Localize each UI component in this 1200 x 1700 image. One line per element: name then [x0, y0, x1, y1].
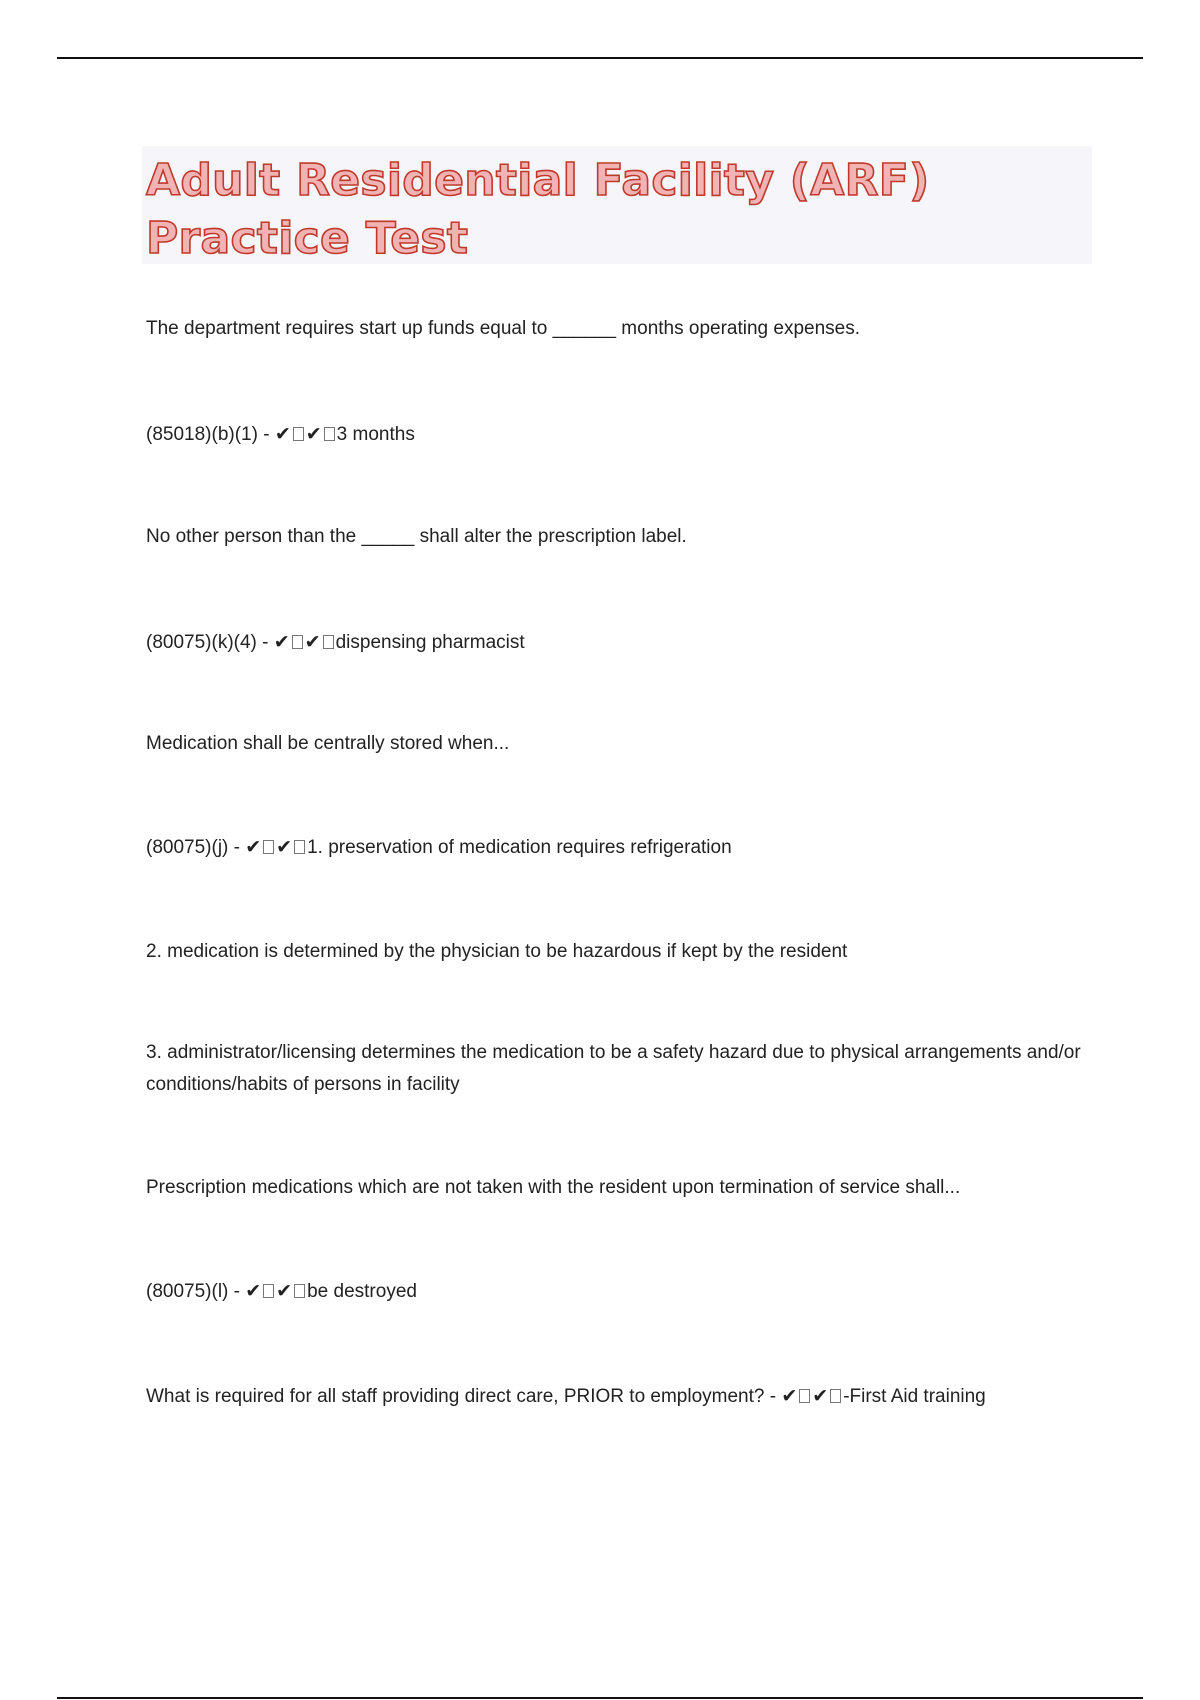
answer-3: [146, 831, 1106, 864]
box-icon: [323, 635, 334, 649]
box-icon: [292, 635, 303, 649]
box-icon: [293, 427, 304, 441]
answer-1: [146, 418, 1106, 451]
question-text: Prescription medications which are not taken with the resident upon termination of service shall...: [146, 1177, 961, 1198]
check-icon: ✔: [274, 423, 291, 445]
answer-ref: (80075)(k)(4) -: [146, 632, 274, 653]
check-icon: ✔: [812, 1385, 829, 1407]
question-text: The department requires start up funds equal to ______ months operating expenses.: [146, 318, 861, 339]
question-text: Medication shall be centrally stored when...: [146, 733, 510, 754]
answer-ref: (80075)(j) -: [146, 837, 246, 858]
check-icon: ✔: [781, 1385, 798, 1407]
check-icon: ✔: [276, 836, 293, 858]
box-icon: [263, 1284, 274, 1298]
question-text: What is required for all staff providing direct care, PRIOR to employment? -: [146, 1386, 782, 1407]
answer-3-item-2: [146, 936, 1106, 968]
check-icon: ✔: [245, 836, 262, 858]
box-icon: [324, 427, 335, 441]
answer-ref: (80075)(l) -: [146, 1281, 246, 1302]
answer-text: 1. preservation of medication requires refrigeration: [307, 837, 732, 858]
page-title: Adult Residential Facility (ARF) Practice Test: [146, 155, 930, 264]
question-2: [146, 521, 1106, 553]
check-icon: ✔: [273, 631, 290, 653]
question-1: [146, 313, 1106, 345]
box-icon: [263, 840, 274, 854]
answer-text: -First Aid training: [843, 1386, 986, 1407]
bottom-rule: [57, 1697, 1143, 1699]
top-rule: [57, 57, 1143, 59]
answer-text: be destroyed: [307, 1281, 417, 1302]
answer-text: 2. medication is determined by the physician to be hazardous if kept by the resident: [146, 941, 848, 962]
answer-ref: (85018)(b)(1) -: [146, 424, 275, 445]
question-4: [146, 1172, 1106, 1204]
check-icon: ✔: [304, 631, 321, 653]
box-icon: [830, 1389, 841, 1403]
check-icon: ✔: [276, 1280, 293, 1302]
answer-text: 3. administrator/licensing determines the medication to be a safety hazard due to physical arrangements and/or conditions/habits of persons in facility: [146, 1042, 1081, 1095]
question-3: [146, 728, 1106, 760]
answer-text: dispensing pharmacist: [335, 632, 525, 653]
box-icon: [294, 840, 305, 854]
check-icon: ✔: [305, 423, 322, 445]
question-text: No other person than the _____ shall alter the prescription label.: [146, 526, 687, 547]
box-icon: [294, 1284, 305, 1298]
answer-text: 3 months: [336, 424, 415, 445]
answer-4: [146, 1275, 1106, 1308]
answer-3-item-3: [146, 1037, 1106, 1101]
title-banner: [142, 146, 1092, 264]
question-5: [146, 1380, 1106, 1413]
box-icon: [799, 1389, 810, 1403]
check-icon: ✔: [245, 1280, 262, 1302]
answer-2: [146, 626, 1106, 659]
